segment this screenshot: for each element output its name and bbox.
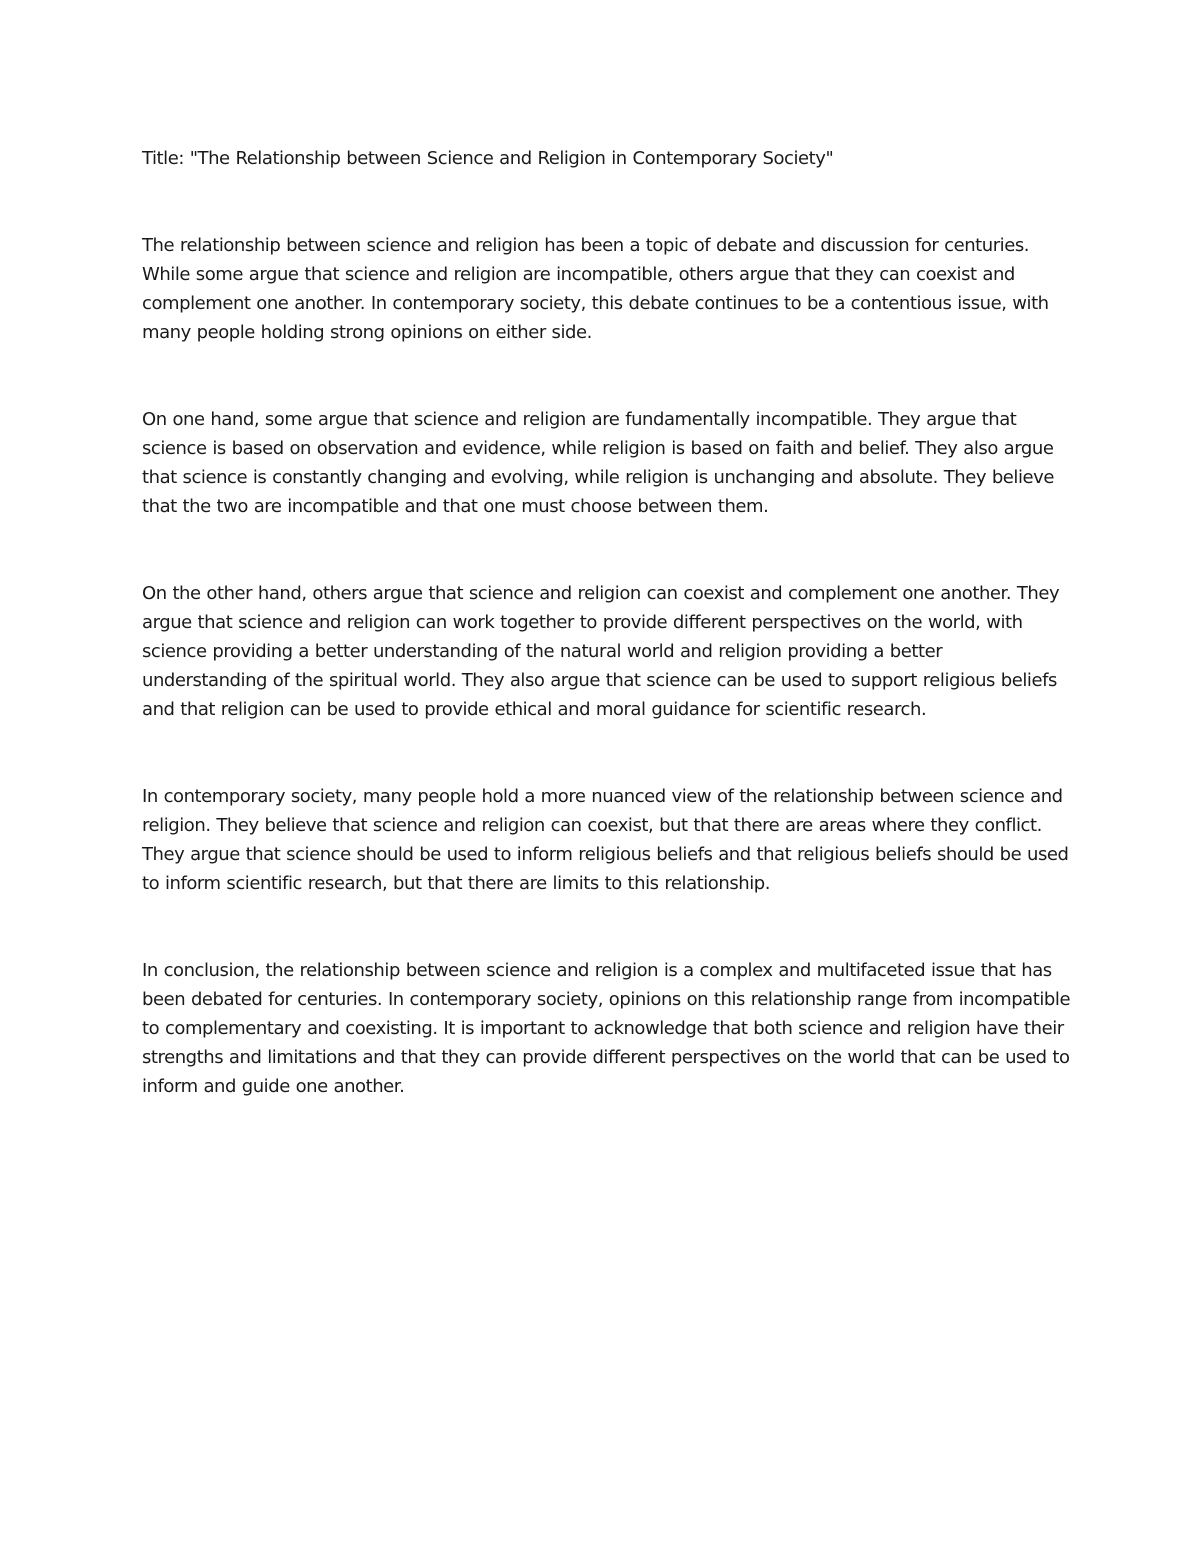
paragraph-nuanced-view: In contemporary society, many people hold a more nuanced view of the relationship between science and religion. They believe that science and religion can coexist, but that there are areas where they conflict. They argue that science should be used to inform religious beliefs and that religious beliefs should be used to inform scientific research, but that there are limits to this relationship. [142, 786, 1069, 894]
paragraph-complementary-view: On the other hand, others argue that science and religion can coexist and complement one another. They argue that science and religion can work together to provide different perspectives on the world, with science providing a better understanding of the natural world and religion providing a better understanding of the spiritual world. They also argue that science can be used to support religious beliefs and that religion can be used to provide ethical and moral guidance for scientific research. [142, 583, 1060, 720]
document-title: Title: "The Relationship between Science and Religion in Contemporary Society" [142, 148, 834, 169]
document-body [142, 144, 1072, 1159]
paragraph-conclusion: In conclusion, the relationship between science and religion is a complex and multifaceted issue that has been debated for centuries. In contemporary society, opinions on this relationship range from incompatible to complementary and coexisting. It is important to acknowledge that both science and religion have their strengths and limitations and that they can provide different perspectives on the world that can be used to inform and guide one another. [142, 960, 1071, 1097]
paragraph-introduction: The relationship between science and religion has been a topic of debate and discussion for centuries. While some argue that science and religion are incompatible, others argue that they can coexist and complement one another. In contemporary society, this debate continues to be a contentious issue, with many people holding strong opinions on either side. [142, 235, 1049, 343]
paragraph-incompatible-view: On one hand, some argue that science and religion are fundamentally incompatible. They argue that science is based on observation and evidence, while religion is based on faith and belief. They also argue that science is constantly changing and evolving, while religion is unchanging and absolute. They believe that the two are incompatible and that one must choose between them. [142, 409, 1054, 517]
